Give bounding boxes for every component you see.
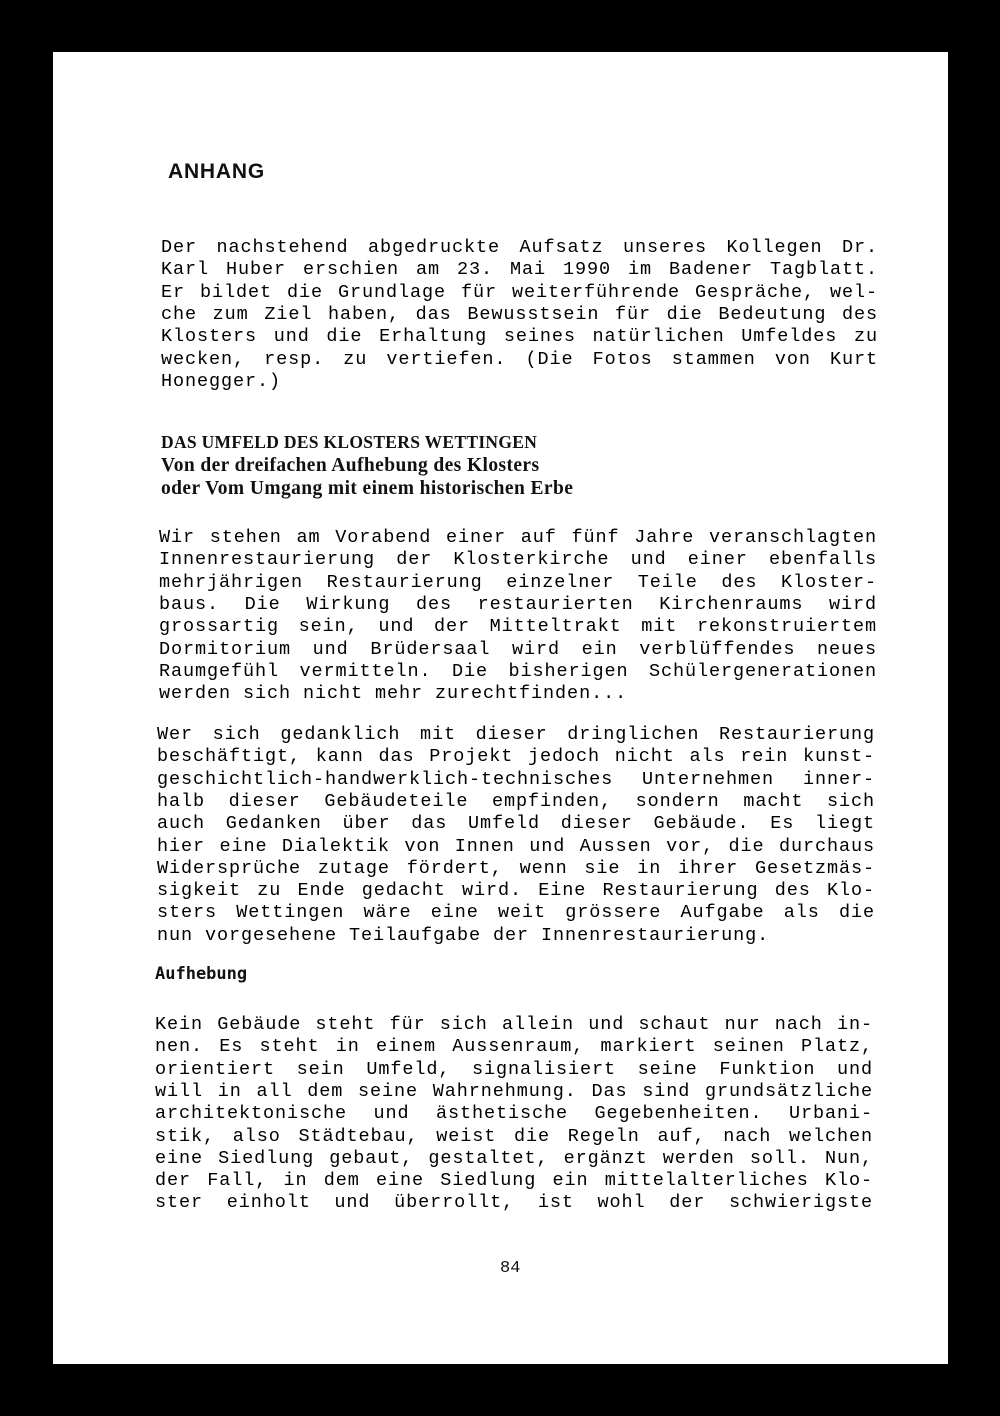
text-line: Innenrestaurierung der Klosterkirche und einer ebenfalls <box>159 549 877 571</box>
text-line: Honegger.) <box>161 370 282 392</box>
page-title: ANHANG <box>168 160 265 183</box>
text-line: geschichtlich-handwerklich-technisches Unternehmen inner- <box>157 768 875 790</box>
text-line: sigkeit zu Ende gedacht wird. Eine Restaurierung des Klo- <box>157 880 875 902</box>
text-line: nen. Es steht in einem Aussenraum, markiert seinen Platz, <box>155 1036 873 1058</box>
text-line: architektonische und ästhetische Gegebenheiten. Urbani- <box>155 1103 873 1125</box>
text-line: Der nachstehend abgedruckte Aufsatz unseres Kollegen Dr. <box>161 237 878 258</box>
text-line: Kein Gebäude steht für sich allein und schaut nur nach in- <box>155 1014 873 1035</box>
text-line: Raumgefühl vermitteln. Die bisherigen Schülergenerationen <box>159 660 877 682</box>
section-heading: Aufhebung <box>155 964 248 984</box>
text-line: Wer sich gedanklich mit dieser dringlichen Restaurierung <box>157 724 875 745</box>
text-line: halb dieser Gebäudeteile empfinden, sondern macht sich <box>157 790 875 812</box>
text-line: orientiert sein Umfeld, signalisiert seine Funktion und <box>155 1058 873 1080</box>
text-line: eine Siedlung gebaut, gestaltet, ergänzt werden soll. Nun, <box>155 1147 873 1169</box>
text-line: auch Gedanken über das Umfeld dieser Gebäude. Es liegt <box>157 813 875 835</box>
page-number: 84 <box>500 1259 521 1278</box>
text-line: Wir stehen am Vorabend einer auf fünf Jahre veranschlagten <box>159 527 877 548</box>
text-line: sters Wettingen wäre eine weit grössere Aufgabe als die <box>157 902 875 924</box>
document-page <box>53 52 948 1364</box>
text-line: stik, also Städtebau, weist die Regeln auf, nach welchen <box>155 1125 873 1147</box>
text-line: Widersprüche zutage fördert, wenn sie in ihrer Gesetzmäs- <box>157 857 875 879</box>
text-line: beschäftigt, kann das Projekt jedoch nicht als rein kunst- <box>157 746 875 768</box>
article-heading: DAS UMFELD DES KLOSTERS WETTINGEN <box>161 432 538 452</box>
article-subtitle-2: oder Vom Umgang mit einem historischen Erbe <box>161 478 574 499</box>
article-subtitle-1: Von der dreifachen Aufhebung des Klosters <box>161 455 540 476</box>
text-line: Karl Huber erschien am 23. Mai 1990 im Badener Tagblatt. <box>161 259 878 281</box>
text-line: will in all dem seine Wahrnehmung. Das sind grundsätzliche <box>155 1080 873 1102</box>
text-line: nun vorgesehene Teilaufgabe der Innenrestaurierung. <box>157 924 770 946</box>
text-line: ster einholt und überrollt, ist wohl der schwierigste <box>155 1192 873 1214</box>
text-line: hier eine Dialektik von Innen und Aussen vor, die durchaus <box>157 835 875 857</box>
text-line: mehrjährigen Restaurierung einzelner Teile des Kloster- <box>159 571 877 593</box>
text-line: Er bildet die Grundlage für weiterführende Gespräche, wel- <box>161 281 878 303</box>
text-line: grossartig sein, und der Mitteltrakt mit rekonstruiertem <box>159 616 877 638</box>
text-line: Dormitorium und Brüdersaal wird ein verblüffendes neues <box>159 638 877 660</box>
text-line: wecken, resp. zu vertiefen. (Die Fotos stammen von Kurt <box>161 348 878 370</box>
text-line: baus. Die Wirkung des restaurierten Kirchenraums wird <box>159 593 877 615</box>
text-line: werden sich nicht mehr zurechtfinden... <box>159 683 628 705</box>
text-line: der Fall, in dem eine Siedlung ein mittelalterliches Klo- <box>155 1170 873 1192</box>
text-line: che zum Ziel haben, das Bewusstsein für die Bedeutung des <box>161 303 878 325</box>
text-line: Klosters und die Erhaltung seines natürlichen Umfeldes zu <box>161 326 878 348</box>
